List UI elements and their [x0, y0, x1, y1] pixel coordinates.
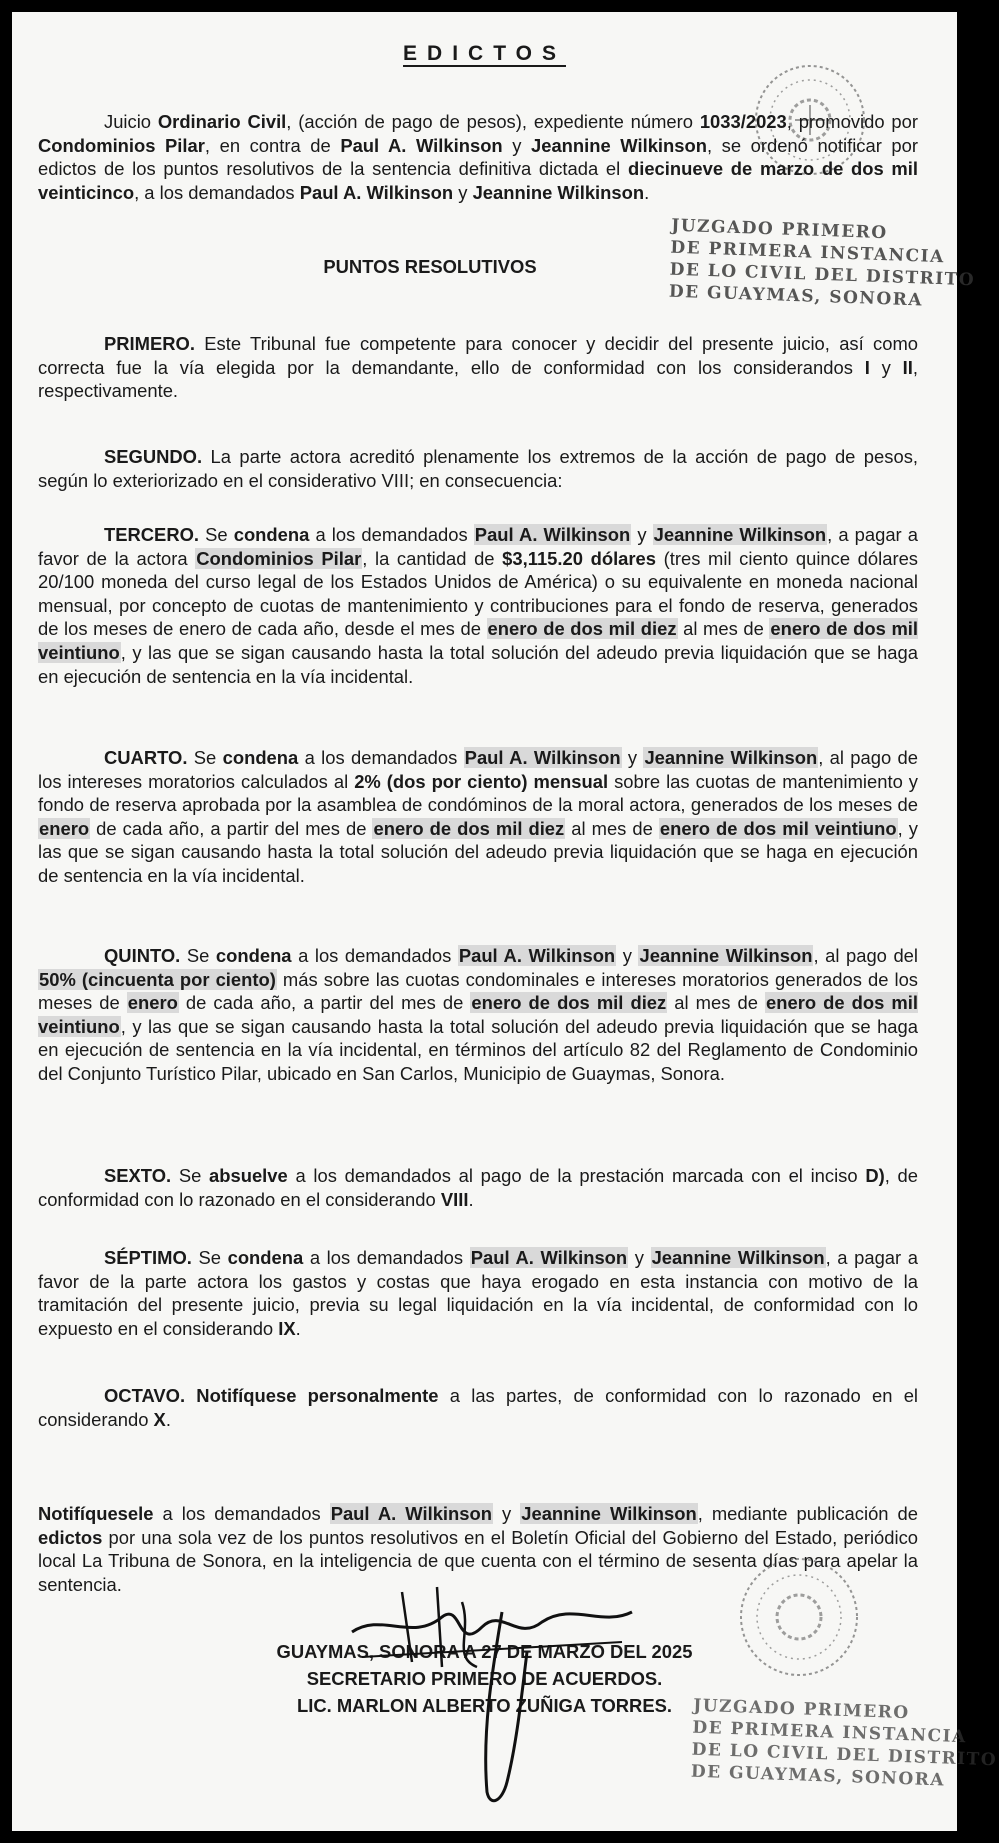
closing-secretary-title: SECRETARIO PRIMERO DE ACUERDOS. [306, 1668, 663, 1689]
court-stamp-bottom: JUZGADO PRIMERO DE PRIMERA INSTANCIA DE LO CIVIL DEL DISTRITO DE GUAYMAS, SONORA [690, 1695, 998, 1791]
sexto-paragraph: SEXTO. Se absuelve a los demandados al pago de la prestación marcada con el inciso D), de conformidad con lo razonado en el considerando VIII. [38, 1165, 918, 1210]
court-seal-bottom [734, 1552, 864, 1682]
intro-paragraph: Juicio Ordinario Civil, (acción de pago de pesos), expediente número 1033/2023, promovido por Condominios Pilar, en contra de Paul A. Wilkinson y Jeannine Wilkinson, se ordenó notificar por edictos de los puntos resolutivos de la sentencia definitiva dictada el diecinueve de marzo de dos mil veinticinco, a los demandados Paul A. Wilkinson y Jeannine Wilkinson. [38, 111, 919, 203]
octavo-paragraph: OCTAVO. Notifíquese personalmente a las partes, de conformidad con lo razonado en el considerando X. [38, 1385, 919, 1430]
segundo-paragraph: SEGUNDO. La parte actora acreditó plenamente los extremos de la acción de pago de pesos, según lo exteriorizado en el considerativo VIII; en consecuencia: [38, 446, 918, 491]
quinto-paragraph: QUINTO. Se condena a los demandados Paul A. Wilkinson y Jeannine Wilkinson, al pago del 50% (cincuenta por ciento) más sobre las cuotas condominales e intereses moratorios generados de los meses de enero de cada año, a partir del mes de enero de dos mil diez al mes de enero de dos mil veintiuno, y las que se sigan causando hasta la total solución del adeudo previa liquidación que se haga en ejecución de sentencia en la vía incidental, en términos del artículo 82 del Reglamento de Condominio del Conjunto Turístico Pilar, ubicado en San Carlos, Municipio de Guaymas, Sonora. [38, 945, 918, 1084]
cuarto-paragraph: CUARTO. Se condena a los demandados Paul A. Wilkinson y Jeannine Wilkinson, al pago de los intereses moratorios calculados al 2% (dos por ciento) mensual sobre las cuotas de mantenimiento y fondo de reserva aprobada por la asamblea de condóminos de la moral actora, generados de los meses de enero de cada año, a partir del mes de enero de dos mil diez al mes de enero de dos mil veintiuno, y las que se sigan causando hasta la total solución del adeudo previa liquidación que se haga en ejecución de sentencia en la vía incidental. [38, 747, 919, 886]
court-stamp-top: JUZGADO PRIMERO DE PRIMERA INSTANCIA DE LO CIVIL DEL DISTRITO DE GUAYMAS, SONORA [668, 215, 976, 311]
edict-page [12, 12, 998, 1831]
septimo-paragraph: SÉPTIMO. Se condena a los demandados Paul A. Wilkinson y Jeannine Wilkinson, a pagar a favor de la parte actora los gastos y costas que haya erogado en esta instancia con motivo de la tramitación del presente juicio, previa su legal liquidación en la vía incidental, de conformidad con lo expuesto en el considerando IX. [38, 1247, 918, 1339]
closing-secretary-name: LIC. MARLON ALBERTO ZUÑIGA TORRES. [297, 1695, 672, 1716]
primero-paragraph: PRIMERO. Este Tribunal fue competente para conocer y decidir del presente juicio, así como correcta fue la vía elegida por la demandante, ello de conformidad con los considerandos I y II, respectivamente. [38, 333, 919, 402]
handwritten-signature [342, 1572, 642, 1812]
closing-place-date: GUAYMAS, SONORA A 27 DE MARZO DEL 2025 [276, 1641, 693, 1662]
notificacion-paragraph: Notifíquesele a los demandados Paul A. Wilkinson y Jeannine Wilkinson, mediante publicación de edictos por una sola vez de los puntos resolutivos en el Boletín Oficial del Gobierno del Estado, periódico local La Tribuna de Sonora, en la inteligencia de que cuenta con el término de sesenta días para apelar la sentencia. [38, 1503, 919, 1595]
document-title: EDICTOS [403, 42, 566, 65]
tercero-paragraph: TERCERO. Se condena a los demandados Paul A. Wilkinson y Jeannine Wilkinson, a pagar a favor de la actora Condominios Pilar, la cantidad de $3,115.20 dólares (tres mil ciento quince dólares 20/100 moneda del curso legal de los Estados Unidos de América) o su equivalente en moneda nacional mensual, por concepto de cuotas de mantenimiento y contribuciones para el fondo de reserva, generados de los meses de enero de cada año, desde el mes de enero de dos mil diez al mes de enero de dos mil veintiuno, y las que se sigan causando hasta la total solución del adeudo previa liquidación que se haga en ejecución de sentencia en la vía incidental. [38, 524, 919, 687]
puntos-resolutivos-heading: PUNTOS RESOLUTIVOS [323, 256, 537, 277]
